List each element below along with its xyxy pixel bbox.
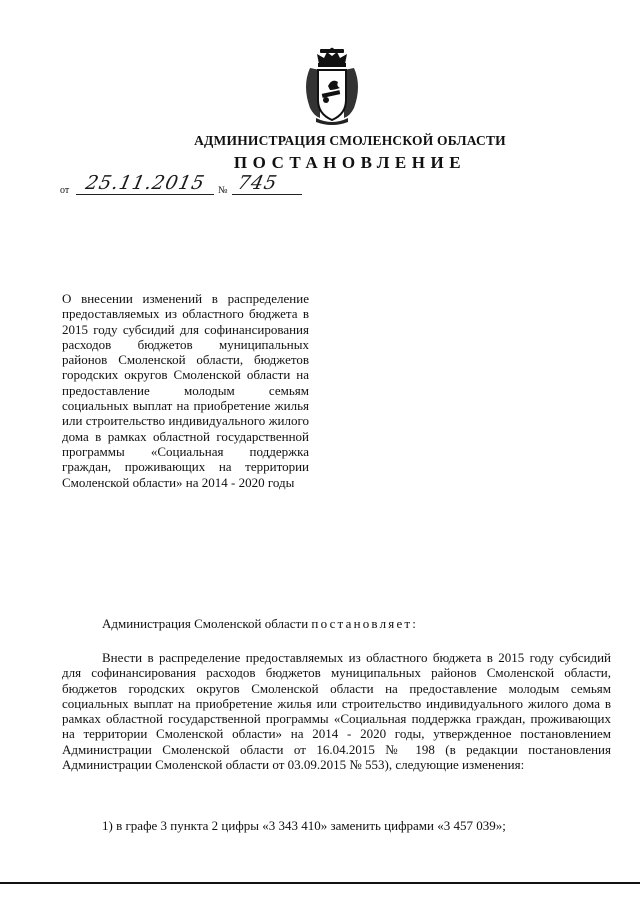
number-underline xyxy=(232,194,302,195)
list-item: 1) в графе 3 пункта 2 цифры «3 343 410» заменить цифрами «3 457 039»; xyxy=(102,818,506,833)
date-underline xyxy=(76,194,214,195)
date-prefix: от xyxy=(60,185,70,196)
number-prefix: № xyxy=(218,185,228,196)
date-number-line xyxy=(60,172,320,200)
preamble-verb: постановляет: xyxy=(311,616,419,631)
handwritten-number: 745 xyxy=(235,172,280,194)
preamble-subject: Администрация Смоленской области xyxy=(102,616,309,631)
page-bottom-divider xyxy=(0,882,640,884)
organization-title: АДМИНИСТРАЦИЯ СМОЛЕНСКОЙ ОБЛАСТИ xyxy=(194,133,506,148)
main-paragraph: Внести в распределение предоставляемых из областного бюджета в 2015 году субсидий для софинансирования расходов бюджетов муниципальных районов Смоленской области, бюджетов городских округов Смоленской области на предоставление молодым семьям социальных выплат на приобретение жилья или строительство индивидуального жилого дома в рамках областной государственной программы «Социальная поддержка граждан, проживающих на территории Смоленской области» на 2014 - 2020 годы, утвержденное постановлением Администрации Смоленской области от 16.04.2015 № 198 (в редакции постановления Администрации Смоленской области от 03.09.2015 № 553), следующие изменения: xyxy=(62,650,611,773)
document-subject: О внесении изменений в распределение предоставляемых из областного бюджета в 2015 году субсидий для софинансирования расходов бюджетов муниципальных районов Смоленской области, бюджетов городских округов Смоленской области на предоставление молодым семьям социальных выплат на приобретение жилья или строительство индивидуального жилого дома в рамках областной государственной программы «Социальная поддержка граждан, проживающих на территории Смоленской области» на 2014 - 2020 годы xyxy=(62,291,309,490)
crown-icon xyxy=(317,48,347,67)
handwritten-date: 25.11.2015 xyxy=(83,172,208,194)
preamble xyxy=(62,616,611,631)
coat-of-arms-emblem xyxy=(300,46,364,126)
document-type-title: ПОСТАНОВЛЕНИЕ xyxy=(233,153,467,172)
